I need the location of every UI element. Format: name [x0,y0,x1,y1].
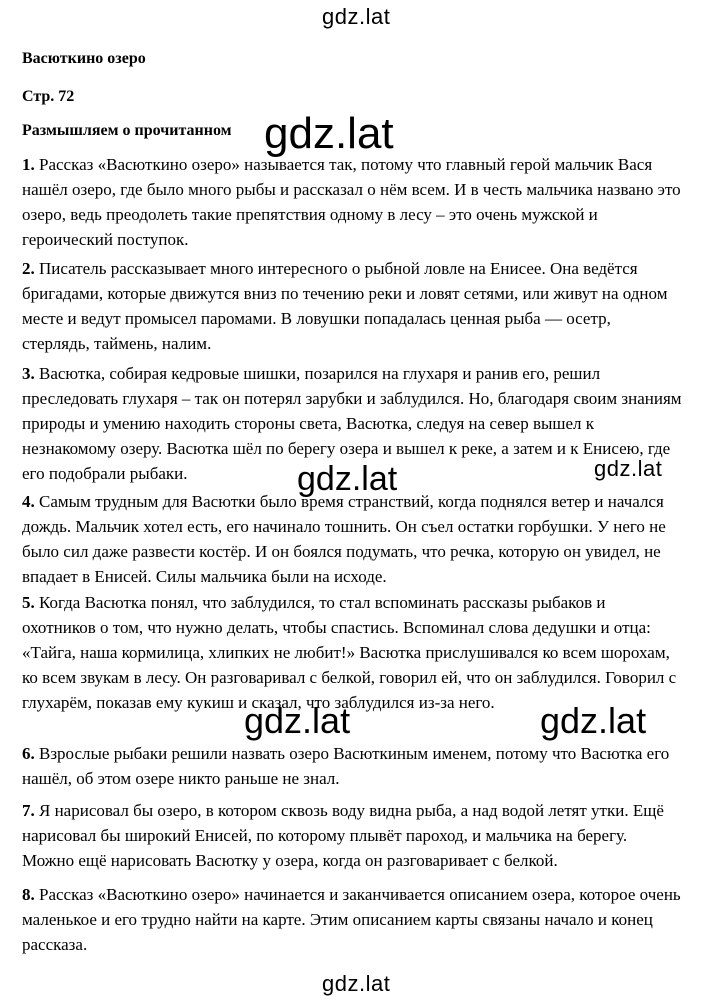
watermark-overlay: gdz.lat [264,109,394,158]
answer-paragraph-2 [22,256,682,356]
watermark-overlay: gdz.lat [297,460,398,498]
answer-text: Рассказ «Васюткино озеро» начинается и заканчивается описанием озера, которое очень маленькое и его трудно найти на карте. Этим описанием карты связаны начало и конец рассказа. [22,885,681,954]
answer-text: Писатель рассказывает много интересного о рыбной ловле на Енисее. Она ведётся бригадами, которые движутся вниз по течению реки и ловят сетями, или живут на одном месте и ведут промысел паромами. В ловушки попадалась ценная рыба — осетр, стерлядь, таймень, налим. [22,259,668,353]
answer-paragraph-1 [22,152,682,252]
page-reference: Стр. 72 [22,88,75,105]
watermark-bottom: gdz.lat [322,971,391,996]
section-subtitle: Размышляем о прочитанном [22,122,232,139]
answer-text: Взрослые рыбаки решили назвать озеро Васюткиным именем, потому что Васютка его нашёл, об этом озере никто раньше не знал. [22,744,670,788]
answer-number: 5. [22,593,35,612]
answer-number: 8. [22,885,35,904]
answer-paragraph-6 [22,741,682,791]
watermark-overlay: gdz.lat [244,700,351,741]
answer-number: 4. [22,492,35,511]
watermark-top: gdz.lat [322,4,391,29]
answer-number: 3. [22,364,35,383]
answer-number: 2. [22,259,35,278]
answer-number: 1. [22,155,35,174]
answer-number: 6. [22,744,35,763]
answer-text: Когда Васютка понял, что заблудился, то стал вспоминать рассказы рыбаков и охотников о том, что нужно делать, чтобы спастись. Вспоминал слова дедушки и отца: «Тайга, наша кормилица, хлипких не любит!» Васютка прислушивался ко всем шорохам, ко всем звукам в лесу. Он разговаривал с белкой, говорил ей, что он заблудился. Говорил с глухарём, показав ему кукиш и сказал, что заблудился из-за него. [22,593,677,712]
answer-text: Васютка, собирая кедровые шишки, позарился на глухаря и ранив его, решил преследовать глухаря – так он потерял зарубки и заблудился. Но, благодаря своим знаниям природы и умению находить стороны света, Васютка, следуя на север вышел к незнакомому озеру. Васютка шёл по берегу озера и вышел к реке, а затем и к Енисею, где его подобрали рыбаки. [22,364,682,483]
answer-paragraph-5 [22,590,682,715]
answer-paragraph-4 [22,489,682,589]
answer-text: Самым трудным для Васютки было время странствий, когда поднялся ветер и начался дождь. Мальчик хотел есть, его начинало тошнить. Он съел остатки горбушки. У него не было сил даже развести костёр. И он боялся подумать, что речка, которую он увидел, не впадает в Енисей. Силы мальчика были на исходе. [22,492,666,586]
watermark-right: gdz.lat [594,456,663,481]
answer-paragraph-7 [22,798,682,873]
answer-number: 7. [22,801,35,820]
document-title: Васюткино озеро [22,50,146,67]
answer-text: Рассказ «Васюткино озеро» называется так, потому что главный герой мальчик Вася нашёл озеро, где было много рыбы и рассказал о нём всем. И в честь мальчика названо это озеро, ведь преодолеть такие препятствия одному в лесу – это очень мужской и героический поступок. [22,155,681,249]
answer-text: Я нарисовал бы озеро, в котором сквозь воду видна рыба, а над водой летят утки. Ещё нарисовал бы широкий Енисей, по которому плывёт пароход, и мальчика на берегу. Можно ещё нарисовать Васютку у озера, когда он разговаривает с белкой. [22,801,664,870]
watermark-overlay: gdz.lat [540,700,647,741]
answer-paragraph-8 [22,882,682,957]
